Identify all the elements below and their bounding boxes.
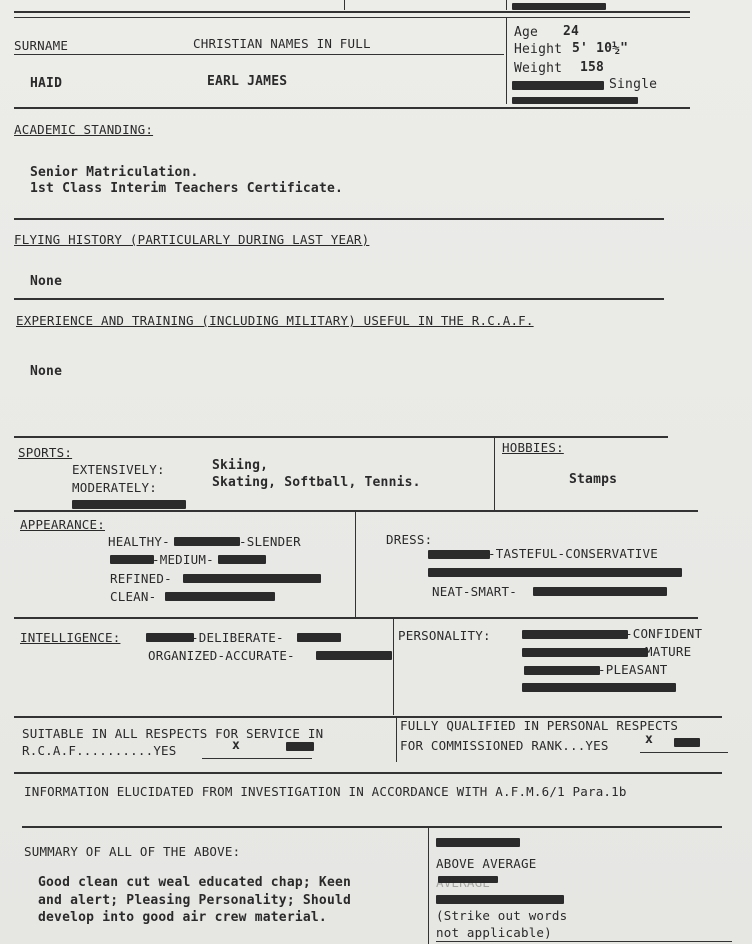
redacted-rating-1 [436, 838, 520, 847]
hobbies-value: Stamps [569, 472, 618, 487]
redacted-appearance-4 [183, 574, 321, 583]
extensively-value: Skiing, [212, 458, 269, 473]
rule-after-flying [14, 298, 664, 300]
christian-names-value: EARL JAMES [207, 74, 288, 89]
summary-label: SUMMARY OF ALL OF THE ABOVE: [24, 844, 241, 859]
personality-label: PERSONALITY: [398, 628, 491, 643]
academic-line-1: Senior Matriculation. [30, 165, 199, 180]
appearance-medium: -MEDIUM- [152, 552, 214, 567]
hobbies-divider [494, 438, 495, 510]
redacted-appearance-3 [218, 555, 266, 564]
redacted-personality-2 [522, 648, 648, 657]
age-label: Age [514, 25, 539, 40]
redacted-personality-3 [524, 666, 600, 675]
redacted-dress-2 [428, 568, 682, 577]
rule-before-summary [22, 826, 722, 828]
marital-status: Single [609, 77, 658, 92]
suitable-line-2: R.C.A.F..........YES [22, 743, 177, 758]
information-line: INFORMATION ELUCIDATED FROM INVESTIGATION IN ACCORDANCE WITH A.F.M.6/1 Para.1b [24, 784, 627, 799]
header-divider [506, 18, 507, 104]
weight-value: 158 [580, 60, 605, 75]
experience-label: EXPERIENCE AND TRAINING (INCLUDING MILITARY) USEFUL IN THE R.C.A.F. [16, 313, 534, 328]
top-rule [14, 11, 690, 13]
redacted-sports [72, 500, 186, 509]
strike-note-1: (Strike out words [436, 908, 568, 923]
experience-value: None [30, 364, 63, 379]
academic-line-2: 1st Class Interim Teachers Certificate. [30, 181, 344, 196]
rule-after-header [14, 107, 690, 109]
qualified-line-1: FULLY QUALIFIED IN PERSONAL RESPECTS [400, 718, 679, 733]
redacted-intelligence-2 [297, 633, 341, 642]
weight-label: Weight [514, 61, 563, 76]
header-label-rule [14, 54, 504, 55]
redacted-header-bottom [512, 97, 638, 104]
appearance-label: APPEARANCE: [20, 517, 105, 532]
suitable-line-1: SUITABLE IN ALL RESPECTS FOR SERVICE IN [22, 726, 324, 741]
redacted-personality-1 [522, 630, 628, 639]
redacted-appearance-2 [110, 555, 154, 564]
height-label: Height [514, 42, 563, 57]
top-divider-stub-right [506, 0, 507, 10]
appearance-clean: CLEAN- [110, 589, 157, 604]
christian-names-label: CHRISTIAN NAMES IN FULL [193, 36, 371, 51]
redacted-intelligence-1 [146, 633, 194, 642]
qualified-line-2: FOR COMMISSIONED RANK...YES [400, 738, 609, 753]
dress-neat: NEAT-SMART- [432, 584, 517, 599]
redacted-intelligence-3 [316, 651, 392, 660]
surname-label: SURNAME [14, 38, 69, 53]
appearance-divider [355, 512, 356, 618]
flying-history-label: FLYING HISTORY (PARTICULARLY DURING LAST YEAR) [14, 232, 370, 247]
redacted-dress-3 [533, 587, 667, 596]
summary-line-1: Good clean cut weal educated chap; Keen [38, 875, 352, 890]
rule-before-intelligence [14, 617, 698, 619]
hobbies-label: HOBBIES: [502, 440, 564, 455]
age-value: 24 [563, 24, 580, 39]
personality-pleasant: -PLEASANT [598, 662, 668, 677]
appearance-slender: -SLENDER [239, 534, 301, 549]
redacted-personality-4 [522, 683, 676, 692]
intelligence-divider [393, 619, 394, 715]
suitable-yes-line [202, 758, 312, 759]
redacted-marital [512, 81, 604, 90]
dress-tasteful: -TASTEFUL-CONSERVATIVE [488, 546, 658, 561]
moderately-label: MODERATELY: [72, 480, 157, 495]
appearance-healthy: HEALTHY- [108, 534, 170, 549]
suitable-divider [396, 718, 397, 762]
height-value: 5' 10½" [572, 41, 629, 56]
personality-confident: -CONFIDENT [625, 626, 703, 641]
intelligence-organized: ORGANIZED-ACCURATE- [148, 648, 295, 663]
top-rule-2 [14, 17, 690, 18]
summary-line-2: and alert; Pleasing Personality; Should [38, 893, 352, 908]
rule-after-academic [14, 218, 664, 220]
surname-value: HAID [30, 76, 63, 91]
redacted-appearance-5 [165, 592, 275, 601]
moderately-value: Skating, Softball, Tennis. [212, 475, 421, 490]
redacted-top [512, 3, 606, 10]
intelligence-label: INTELLIGENCE: [20, 630, 121, 645]
rating-average: AVERAGE [436, 875, 491, 890]
flying-history-value: None [30, 274, 63, 289]
rule-before-sports [14, 436, 668, 438]
dress-label: DRESS: [386, 532, 433, 547]
academic-label: ACADEMIC STANDING: [14, 122, 154, 137]
intelligence-deliberate: -DELIBERATE- [191, 630, 284, 645]
rule-before-appearance [14, 510, 698, 512]
rule-before-information [14, 772, 722, 774]
redacted-qualified-no [674, 738, 700, 747]
extensively-label: EXTENSIVELY: [72, 462, 165, 477]
personality-mature: MATURE [645, 644, 692, 659]
redacted-dress-1 [428, 550, 490, 559]
appearance-refined: REFINED- [110, 571, 172, 586]
sports-label: SPORTS: [18, 445, 73, 460]
redacted-appearance-1 [174, 537, 240, 546]
rating-bottom-rule [436, 941, 732, 942]
redacted-rating-3 [436, 895, 564, 904]
rating-above-average: ABOVE AVERAGE [436, 856, 537, 871]
qualified-yes-line [640, 752, 728, 753]
redacted-suitable-no [286, 742, 314, 751]
top-divider-stub [344, 0, 345, 10]
strike-note-2: not applicable) [436, 925, 552, 940]
qualified-yes-mark: x [645, 732, 654, 747]
summary-line-3: develop into good air crew material. [38, 910, 327, 925]
suitable-yes-mark: x [232, 738, 241, 753]
summary-divider [428, 828, 429, 944]
